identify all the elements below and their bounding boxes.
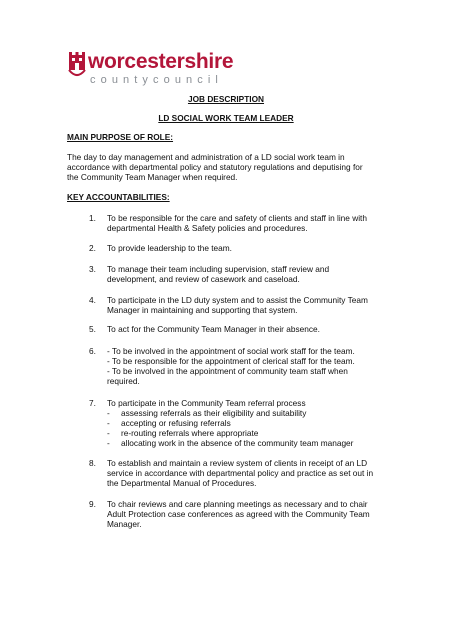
item-line: To chair reviews and care planning meetings as necessary and to chair <box>107 499 368 509</box>
purpose-line: the Community Team Manager when required. <box>67 172 238 182</box>
sub-item-marker: - <box>107 408 110 418</box>
list-item <box>107 264 397 284</box>
item-number: 3. <box>89 264 96 274</box>
list-item <box>107 213 397 233</box>
item-line: - To be involved in the appointment of community team staff when <box>107 366 348 376</box>
item-line: service in accordance with departmental policy and practice as set out in <box>107 468 374 478</box>
list-item <box>107 243 397 253</box>
list-item <box>107 324 397 334</box>
item-line: the Departmental Manual of Procedures. <box>107 478 257 488</box>
item-line: To be responsible for the care and safety of clients and staff in line with <box>107 213 367 223</box>
item-number: 1. <box>89 213 96 223</box>
item-number: 5. <box>89 324 96 334</box>
item-line: departmental Health & Safety policies and procedures. <box>107 223 308 233</box>
list-item <box>107 346 397 386</box>
item-line: To participate in the Community Team referral process <box>107 398 306 408</box>
logo-council-line: countycouncil <box>90 74 223 86</box>
list-item <box>107 458 397 488</box>
purpose-line: accordance with departmental policy and statutory regulations and deputising for <box>67 162 363 172</box>
purpose-line: The day to day management and administration of a LD social work team in <box>67 152 345 162</box>
item-number: 4. <box>89 295 96 305</box>
item-line: To manage their team including supervision, staff review and <box>107 264 330 274</box>
item-number: 8. <box>89 458 96 468</box>
sub-item <box>107 438 353 448</box>
item-line: To participate in the LD duty system and to assist the Community Team <box>107 295 368 305</box>
sub-item-text: accepting or refusing referrals <box>121 418 231 428</box>
sub-item <box>107 418 231 428</box>
council-logo <box>66 50 234 90</box>
sub-item <box>107 408 306 418</box>
item-line: To act for the Community Team Manager in their absence. <box>107 324 320 334</box>
list-item <box>107 398 397 408</box>
sub-item-text: re-routing referrals where appropriate <box>121 428 259 438</box>
item-line: - To be responsible for the appointment of clerical staff for the team. <box>107 356 355 366</box>
list-item <box>107 295 397 315</box>
accountabilities-heading: KEY ACCOUNTABILITIES: <box>67 192 170 202</box>
item-number: 7. <box>89 398 96 408</box>
council-crest-icon <box>66 52 88 82</box>
item-line: Manager. <box>107 519 142 529</box>
item-line: development, and review of casework and caseload. <box>107 274 300 284</box>
item-line: Manager in maintaining and supporting that system. <box>107 305 298 315</box>
purpose-heading: MAIN PURPOSE OF ROLE: <box>67 132 174 142</box>
sub-item-text: assessing referrals as their eligibility and suitability <box>121 408 307 418</box>
sub-item-marker: - <box>107 418 110 428</box>
sub-item <box>107 428 258 438</box>
item-line: To provide leadership to the team. <box>107 243 232 253</box>
sub-item-marker: - <box>107 438 110 448</box>
item-line: required. <box>107 376 140 386</box>
logo-wordmark: worcestershire <box>88 50 234 73</box>
sub-item-marker: - <box>107 428 110 438</box>
item-line: - To be involved in the appointment of social work staff for the team. <box>107 346 355 356</box>
item-number: 9. <box>89 499 96 509</box>
doc-subtitle: LD SOCIAL WORK TEAM LEADER <box>158 113 294 123</box>
item-line: To establish and maintain a review system of clients in receipt of an LD <box>107 458 368 468</box>
item-line: Adult Protection case conferences as agreed with the Community Team <box>107 509 370 519</box>
doc-title: JOB DESCRIPTION <box>187 94 265 104</box>
item-number: 6. <box>89 346 96 356</box>
sub-item-text: allocating work in the absence of the community team manager <box>121 438 354 448</box>
item-number: 2. <box>89 243 96 253</box>
list-item <box>107 499 397 529</box>
